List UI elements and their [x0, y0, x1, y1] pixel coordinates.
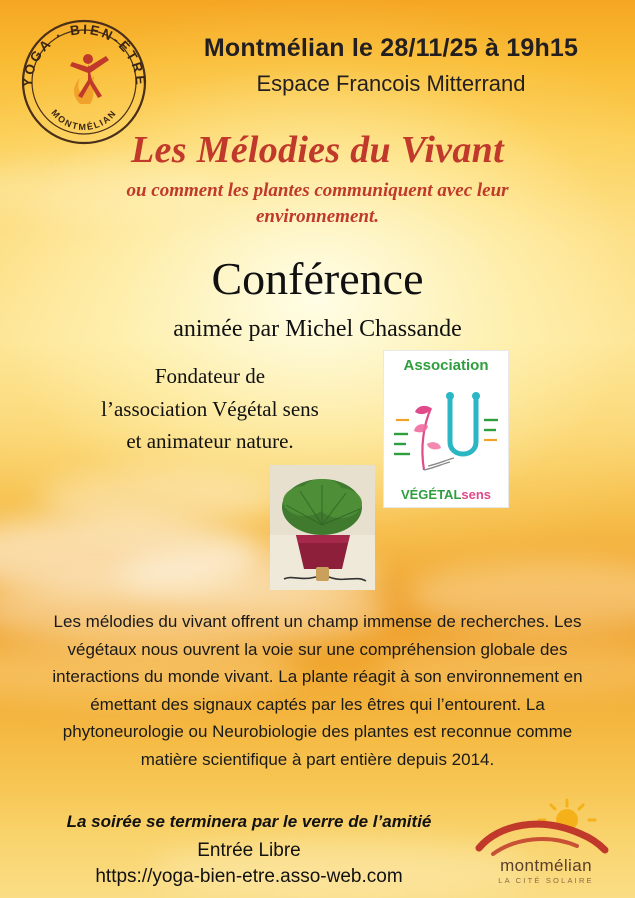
event-date-line: Montmélian le 28/11/25 à 19h15	[203, 34, 579, 62]
header-block	[160, 34, 622, 97]
footer-soiree-note: La soirée se terminera par le verre de l’amitié	[66, 812, 432, 831]
event-venue-line: Espace Francois Mitterrand	[256, 71, 526, 96]
title-block	[40, 128, 595, 229]
event-type: Conférence	[211, 253, 424, 304]
plant-photo	[270, 465, 375, 590]
cloud-decoration	[0, 515, 260, 595]
assoc-logo-vegetal-text: VÉGÉTAL	[400, 487, 462, 502]
poster-subtitle: ou comment les plantes communiquent avec leur environnement.	[126, 180, 509, 227]
presenter-bio: Fondateur de l’association Végétal sens et animateur nature.	[101, 364, 319, 454]
poster-title: Les Mélodies du Vivant	[131, 129, 504, 171]
footer-entry-price: Entrée Libre	[197, 840, 301, 861]
assoc-logo-sens-text: sens	[461, 487, 492, 502]
vegetal-sens-logo	[383, 350, 509, 508]
plant-sensor-illustration-icon	[384, 374, 508, 486]
assoc-logo-top-label: Association	[403, 357, 489, 374]
potted-fern-photo-icon	[270, 465, 375, 590]
town-logo-name: montmélian	[500, 856, 592, 875]
svg-text:MONTMÉLIAN: MONTMÉLIAN	[49, 107, 119, 133]
body-paragraph: Les mélodies du vivant offrent un champ immense de recherches. Les végétaux nous ouvrent la voie sur une compréhension globale des interactions du monde vivant. La plante réagit à son environnement en émettant des signaux captés par les êtres qui l’entourent. La phytoneurologie ou Neurobiologie des plantes est reconnue comme matière scientifique à part entière depuis 2014.	[52, 612, 583, 769]
cloud-decoration	[40, 470, 280, 525]
event-presenter: animée par Michel Chassande	[173, 316, 462, 342]
montmelian-town-logo	[471, 798, 621, 890]
svg-text:YOGA · BIEN-ÊTRE: YOGA · BIEN-ÊTRE	[19, 21, 149, 88]
sun-swoosh-icon	[471, 798, 621, 858]
town-logo-tagline: LA CITÉ SOLAIRE	[498, 876, 594, 885]
assoc-logo-bottom-label	[384, 487, 508, 502]
footer-website-link[interactable]: https://yoga-bien-etre.asso-web.com	[95, 866, 403, 887]
